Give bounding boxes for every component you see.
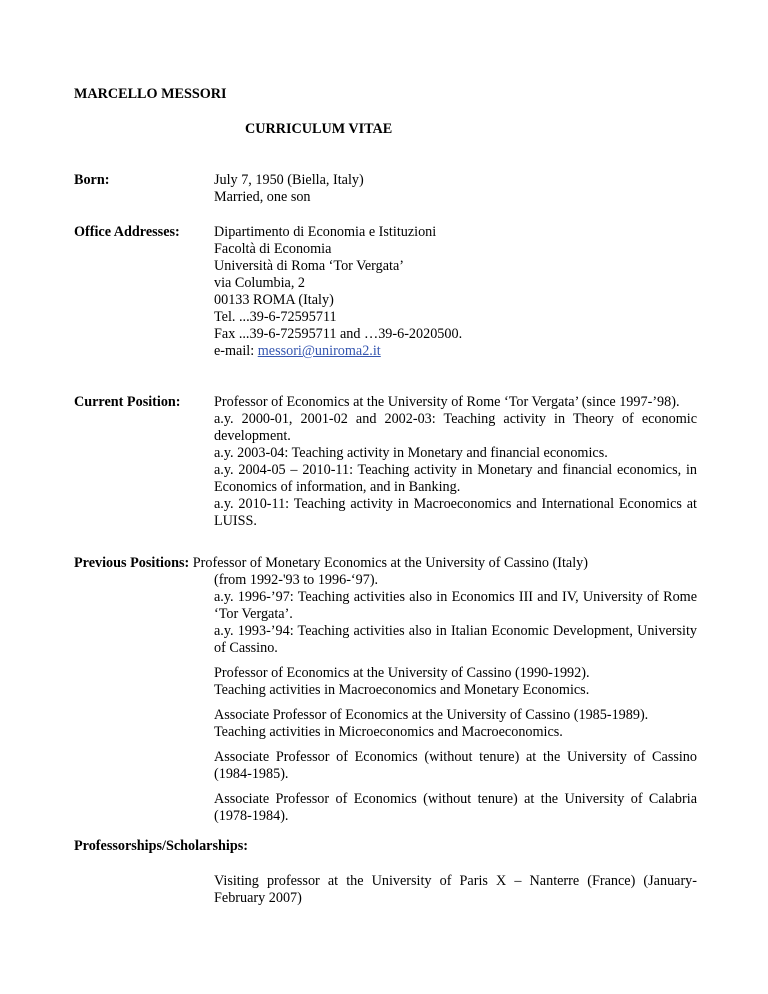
previous-position-block [214,749,697,783]
office-line: 00133 ROMA (Italy) [214,292,334,308]
current-position-item: a.y. 2010-11: Teaching activity in Macroeconomics and International Economics at LUISS. [214,496,697,529]
previous-positions-heading [74,555,588,572]
professorships-label: Professorships/Scholarships: [74,838,248,854]
current-position-label: Current Position: [74,394,181,410]
previous-position-line: Professor of Economics at the University of Cassino (1990-1992). [214,665,590,681]
office-phone: Tel. ...39-6-72595711 [214,309,337,325]
previous-position-line: Associate Professor of Economics (without tenure) at the University of Calabria (1978-1984). [214,791,697,824]
office-email-line [214,343,697,360]
office-line: Università di Roma ‘Tor Vergata’ [214,258,404,274]
previous-position-block [214,665,697,699]
current-position-item: Professor of Economics at the University of Rome ‘Tor Vergata’ (since 1997-’98). [214,394,680,410]
born-date: July 7, 1950 (Biella, Italy) [214,172,364,188]
email-prefix: e-mail: [214,343,258,359]
previous-position-line: (from 1992-'93 to 1996-‘97). [214,572,379,588]
office-address [214,224,697,360]
office-line: via Columbia, 2 [214,275,306,291]
document-title: CURRICULUM VITAE [245,121,393,137]
current-position-item: a.y. 2000-01, 2001-02 and 2002-03: Teaching activity in Theory of economic development. [214,411,697,444]
professorship-item: Visiting professor at the University of Paris X – Nanterre (France) (January-February 2007) [214,873,697,906]
current-position-content [214,394,697,530]
office-fax: Fax ...39-6-72595711 and …39-6-2020500. [214,326,463,342]
previous-position-line: a.y. 1996-’97: Teaching activities also in Economics III and IV, University of Rome ‘Tor Vergata’. [214,589,697,622]
office-line: Facoltà di Economia [214,241,332,257]
previous-positions-content [214,572,697,825]
previous-position-line: a.y. 1993-’94: Teaching activities also in Italian Economic Development, University of Cassino. [214,623,697,656]
office-label: Office Addresses: [74,224,180,240]
marital-status: Married, one son [214,189,311,205]
previous-position-line: Associate Professor of Economics (without tenure) at the University of Cassino (1984-1985). [214,749,697,782]
professorships-content [214,873,697,907]
previous-position-block [214,791,697,825]
email-link[interactable]: messori@uniroma2.it [257,343,381,359]
born-content [214,172,697,206]
current-position-item: a.y. 2003-04: Teaching activity in Monetary and financial economics. [214,445,608,461]
previous-positions-label: Previous Positions: [74,555,190,571]
previous-position-line: Teaching activities in Microeconomics and Macroeconomics. [214,724,563,740]
previous-position-group [214,572,697,657]
current-position-item: a.y. 2004-05 – 2010-11: Teaching activity in Monetary and financial economics, in Economics of information, and in Banking. [214,462,697,495]
born-label: Born: [74,172,110,188]
previous-position-line: Teaching activities in Macroeconomics and Monetary Economics. [214,682,590,698]
previous-position-line: Associate Professor of Economics at the University of Cassino (1985-1989). [214,707,649,723]
previous-position-first-line: Professor of Monetary Economics at the University of Cassino (Italy) [192,555,588,571]
office-line: Dipartimento di Economia e Istituzioni [214,224,437,240]
author-name: MARCELLO MESSORI [74,86,227,102]
previous-position-block [214,707,697,741]
